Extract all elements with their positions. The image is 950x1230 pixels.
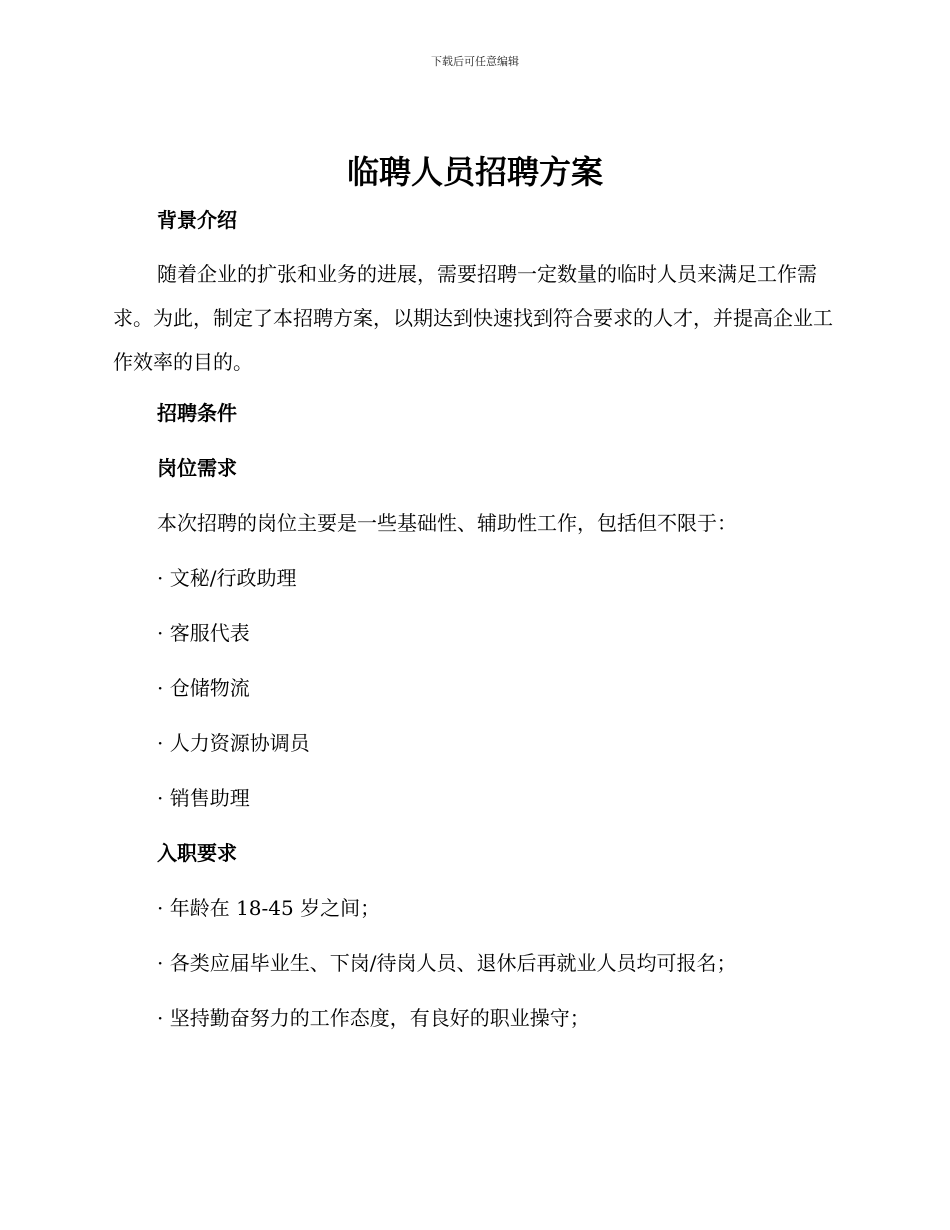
- list-item-requirement: · 各类应届毕业生、下岗/待岗人员、退休后再就业人员均可报名；: [157, 951, 737, 975]
- list-item-requirement: · 年龄在 18-45 岁之间；: [157, 896, 381, 920]
- heading-background: 背景介绍: [157, 208, 237, 232]
- list-item-position: · 仓储物流: [157, 676, 250, 700]
- paragraph-background: 随着企业的扩张和业务的进展，需要招聘一定数量的临时人员来满足工作需求。为此，制定了本招聘方案，以期达到快速找到符合要求的人才，并提高企业工作效率的目的。: [113, 262, 833, 374]
- paragraph-positions-intro: 本次招聘的岗位主要是一些基础性、辅助性工作，包括但不限于：: [157, 511, 737, 535]
- page-header-note: 下载后可任意编辑: [431, 55, 519, 68]
- list-item-requirement: · 坚持勤奋努力的工作态度，有良好的职业操守；: [157, 1006, 590, 1030]
- document-title: 临聘人员招聘方案: [346, 153, 603, 191]
- heading-recruitment-conditions: 招聘条件: [157, 401, 237, 425]
- list-item-position: · 人力资源协调员: [157, 731, 310, 755]
- list-item-position: · 文秘/行政助理: [157, 566, 297, 590]
- heading-entry-requirements: 入职要求: [157, 841, 237, 865]
- list-item-position: · 客服代表: [157, 621, 250, 645]
- heading-position-requirements: 岗位需求: [157, 456, 237, 480]
- list-item-position: · 销售助理: [157, 786, 250, 810]
